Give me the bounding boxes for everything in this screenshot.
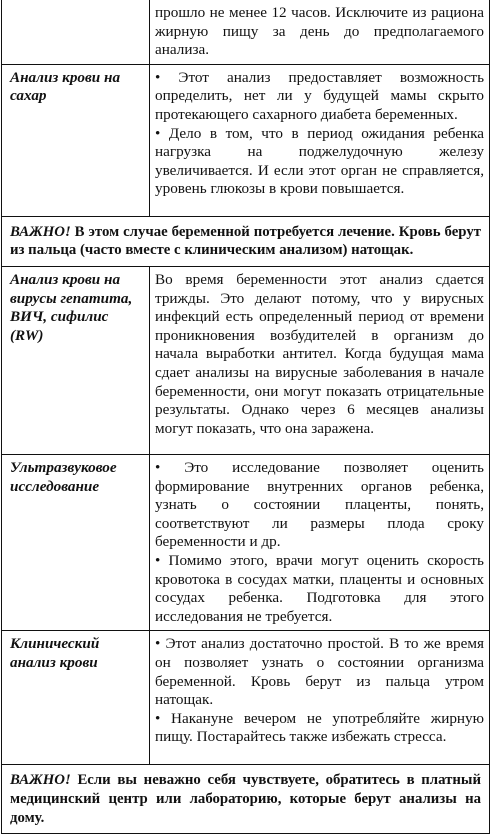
warning-box (2, 216, 490, 266)
warning-row (2, 216, 490, 266)
warning-text: Если вы неважно себя чувствуете, обратитесь в платный медицинский центр или лабораторию, которые берут анализы на дому. (10, 772, 481, 826)
table-row (2, 631, 490, 765)
bullet-paragraph: • Помимо этого, врачи могут оценить скорость кровотока в сосудах матки, плаценты и основных сосудах ребенка. Подготовка для этого исследования не требуется. (155, 552, 484, 626)
row-label-ultrasound: Ультразвуковое исследование (2, 454, 150, 630)
row-content (150, 0, 490, 64)
bullet-paragraph: • Этот анализ достаточно простой. В то же время он позволяет узнать о состоянии организма беременной. Кровь берут из пальца утром натощак. (155, 635, 484, 709)
warning-heading: ВАЖНО! (10, 772, 71, 789)
table-row (2, 64, 490, 216)
paragraph: Во время беременности этот анализ сдается трижды. Это делают потому, что у вирусных инфекций есть определенный период от времени проникновения возбудителей в организм до начала выработки антител. Когда будущая мама сдает анализы на вирусные заболевания в начале беременности, они могут показать отрицательные результаты. Однако через 6 месяцев анализы могут показать, что она заражена. (155, 270, 484, 437)
warning-text: В этом случае беременной потребуется лечение. Кровь берут из пальца (часто вместе с клиническим анализом) натощак. (10, 223, 481, 259)
row-content (150, 454, 490, 630)
bullet-paragraph: • Накануне вечером не употребляйте жирную пищу. Постарайтесь также избежать стресса. (155, 710, 484, 747)
warning-heading: ВАЖНО! (10, 223, 71, 240)
row-content (150, 631, 490, 765)
warning-row (2, 765, 490, 834)
bullet-paragraph: • Это исследование позволяет оценить формирование внутренних органов ребенка, узнать о состоянии плаценты, понять, соответствуют ли размеры плода сроку беременности и др. (155, 459, 484, 552)
row-content (150, 266, 490, 454)
table-row (2, 266, 490, 454)
row-content (150, 64, 490, 216)
warning-box (2, 765, 490, 834)
analysis-table (1, 0, 490, 834)
row-label-blood-sugar: Анализ крови на сахар (2, 64, 150, 216)
bullet-paragraph: • Этот анализ предоставляет возможность определить, нет ли у будущей мамы скрыто протекающего сахарного диабета беременных. (155, 69, 484, 125)
paragraph: прошло не менее 12 часов. Исключите из рациона жирную пищу за день до предполагаемого анализа. (155, 4, 484, 59)
row-label-clinical-blood: Клинический анализ крови (2, 631, 150, 765)
row-label-empty (2, 0, 150, 64)
table-row (2, 0, 490, 64)
bullet-paragraph: • Дело в том, что в период ожидания ребенка нагрузка на поджелудочную железу увеличивается. И если этот орган не справляется, уровень глюкозы в крови повышается. (155, 125, 484, 199)
table-row (2, 454, 490, 630)
row-label-virus-test: Анализ крови на вирусы гепатита, ВИЧ, сифилис (RW) (2, 266, 150, 454)
